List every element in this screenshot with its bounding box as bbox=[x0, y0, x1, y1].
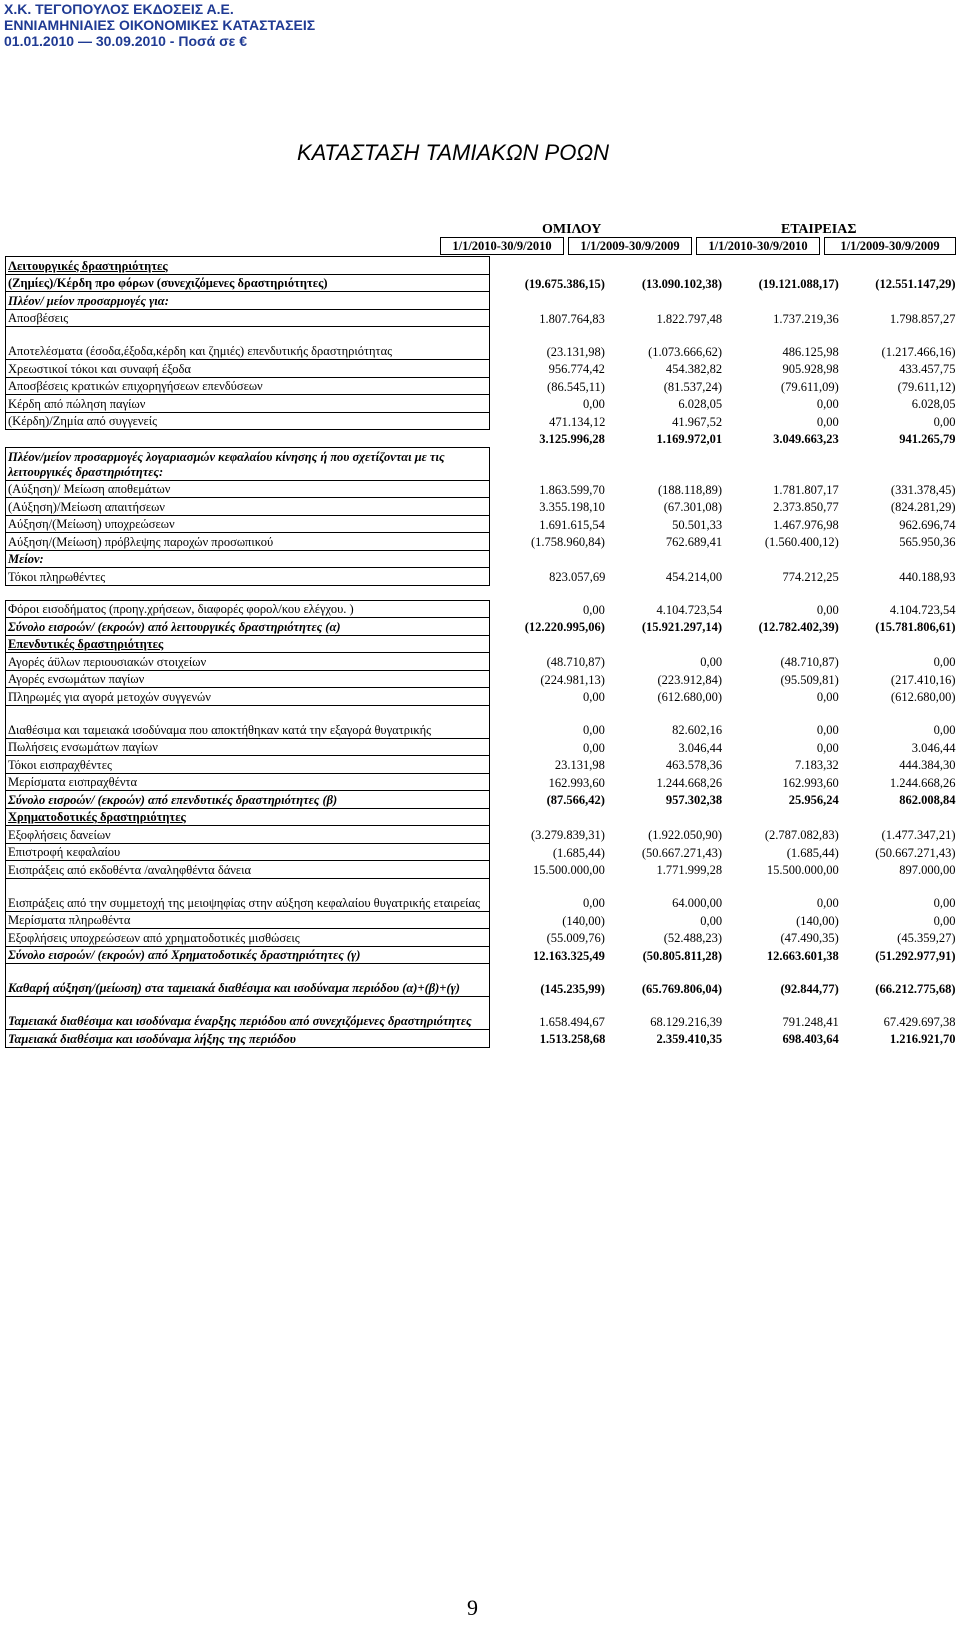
row-label: Εισπράξεις από εκδοθέντα /αναληφθέντα δάνεια bbox=[6, 861, 490, 879]
table-row bbox=[6, 515, 958, 533]
row-value: 68.129.216,39 bbox=[650, 1014, 723, 1029]
row-value: (1.073.666,62) bbox=[648, 344, 723, 359]
row-value: (15.921.297,14) bbox=[641, 620, 723, 634]
row-value: 0,00 bbox=[816, 723, 839, 737]
row-value: (66.212.775,68) bbox=[875, 981, 956, 996]
row-label: Διαθέσιμα και ταμειακά ισοδύναμα που αποκτήθηκαν κατά την εξαγορά θυγατρικής bbox=[6, 705, 490, 738]
row-value: 1.216.921,70 bbox=[889, 1032, 956, 1046]
table-row bbox=[6, 964, 958, 997]
row-value: 15.500.000,00 bbox=[533, 863, 605, 877]
table-row bbox=[6, 412, 958, 430]
row-value: 0,00 bbox=[933, 414, 956, 429]
row-value: 454.382,82 bbox=[665, 362, 723, 376]
row-value: (67.301,08) bbox=[663, 500, 723, 514]
table-row bbox=[6, 309, 958, 327]
row-label: Αγορές άϋλων περιουσιακών στοιχείων bbox=[6, 653, 490, 671]
page-title: ΚΑΤΑΣΤΑΣΗ ΤΑΜΙΑΚΩΝ ΡΟΩΝ bbox=[297, 140, 609, 165]
row-value: 0,00 bbox=[816, 414, 839, 429]
row-value: 162.993,60 bbox=[782, 775, 839, 790]
row-value: 0,00 bbox=[583, 397, 605, 411]
table-row bbox=[6, 878, 958, 911]
row-label: Σύνολο εισροών/ (εκροών) από επενδυτικές δραστηριότητες (β) bbox=[6, 791, 490, 809]
row-value: 486.125,98 bbox=[782, 344, 839, 359]
row-value: 1.737.219,36 bbox=[773, 311, 839, 326]
table-row bbox=[6, 292, 958, 310]
row-label: Μερίσματα πληρωθέντα bbox=[6, 911, 490, 929]
table-row bbox=[6, 618, 958, 636]
period-header: 1/1/2009-30/9/2009 bbox=[824, 237, 956, 255]
row-label: Κέρδη από πώληση παγίων bbox=[6, 395, 490, 413]
table-row bbox=[6, 377, 958, 395]
row-value: 3.355.198,10 bbox=[539, 500, 605, 514]
row-value bbox=[841, 550, 958, 568]
row-value: 64.000,00 bbox=[672, 896, 723, 910]
row-value: 1.781.807,17 bbox=[773, 482, 839, 497]
row-value: (48.710,87) bbox=[780, 655, 839, 669]
row-value bbox=[607, 808, 724, 826]
row-value: 1.863.599,70 bbox=[539, 482, 605, 497]
row-value: (188.118,89) bbox=[657, 482, 723, 497]
row-value: 12.163.325,49 bbox=[533, 948, 605, 963]
table-row bbox=[6, 327, 958, 360]
table-row bbox=[6, 498, 958, 516]
row-label: Σύνολο εισροών/ (εκροών) από λειτουργικές δραστηριότητες (α) bbox=[6, 618, 490, 636]
row-value bbox=[607, 447, 724, 480]
row-value: 6.028,05 bbox=[911, 397, 956, 411]
row-label bbox=[6, 585, 490, 600]
row-value bbox=[724, 808, 841, 826]
row-value: 23.131,98 bbox=[554, 758, 605, 772]
row-value bbox=[607, 292, 724, 310]
row-value: 1.467.976,98 bbox=[773, 517, 839, 532]
table-row bbox=[6, 447, 958, 480]
row-value: (3.279.839,31) bbox=[530, 828, 605, 842]
table-row bbox=[6, 929, 958, 947]
table-row bbox=[6, 705, 958, 738]
row-value: (51.292.977,91) bbox=[875, 948, 956, 963]
row-value: 50.501,33 bbox=[672, 517, 723, 532]
row-value bbox=[607, 550, 724, 568]
row-value: (1.560.400,12) bbox=[764, 535, 839, 549]
row-value: 823.057,69 bbox=[549, 570, 606, 584]
row-value: 444.384,30 bbox=[899, 758, 956, 772]
row-value: 905.928,98 bbox=[782, 362, 839, 376]
table-row bbox=[6, 670, 958, 688]
row-value: 1.513.258,68 bbox=[539, 1032, 606, 1046]
row-label: Χρεωστικοί τόκοι και συναφή έξοδα bbox=[6, 360, 490, 378]
row-value: (140,00) bbox=[562, 913, 605, 928]
row-label: Εξοφλήσεις υποχρεώσεων από χρηματοδοτικές μισθώσεις bbox=[6, 929, 490, 947]
row-label: Αύξηση/(Μείωση) υποχρεώσεων bbox=[6, 515, 490, 533]
row-label: Επιστροφή κεφαλαίου bbox=[6, 843, 490, 861]
table-row bbox=[6, 533, 958, 551]
table-row bbox=[6, 738, 958, 756]
row-value bbox=[607, 257, 724, 275]
row-value bbox=[607, 635, 724, 653]
row-value: 0,00 bbox=[583, 896, 605, 910]
row-value: 956.774,42 bbox=[548, 362, 605, 376]
row-value: (224.981,13) bbox=[540, 672, 605, 687]
table-row bbox=[6, 653, 958, 671]
row-value: (15.781.806,61) bbox=[875, 620, 956, 634]
row-value: 941.265,79 bbox=[899, 432, 956, 446]
row-value: 0,00 bbox=[816, 397, 839, 411]
row-label: Πλέον/ μείον προσαρμογές για: bbox=[6, 292, 490, 310]
row-value: (50.667.271,43) bbox=[641, 845, 723, 860]
row-value: (331.378,45) bbox=[890, 482, 956, 497]
row-value: 0,00 bbox=[816, 602, 839, 617]
row-value bbox=[490, 292, 608, 310]
row-value bbox=[724, 257, 841, 275]
row-value: (87.566,42) bbox=[546, 793, 605, 807]
row-value: (1.217.466,16) bbox=[881, 344, 956, 359]
row-value: 82.602,16 bbox=[672, 723, 723, 737]
row-value: 2.373.850,77 bbox=[773, 500, 839, 514]
report-period: 01.01.2010 — 30.09.2010 - Ποσά σε € bbox=[4, 33, 247, 49]
table-row bbox=[6, 826, 958, 844]
row-value: 1.244.668,26 bbox=[889, 775, 956, 790]
row-value: (65.769.806,04) bbox=[641, 981, 723, 996]
table-row bbox=[6, 911, 958, 929]
row-value bbox=[724, 585, 841, 600]
row-value bbox=[724, 447, 841, 480]
cash-flow-table bbox=[5, 256, 958, 1048]
group-column-header: ΟΜΙΛΟΥ bbox=[542, 222, 602, 237]
row-value: 25.956,24 bbox=[788, 793, 839, 807]
row-label: Τόκοι εισπραχθέντες bbox=[6, 756, 490, 774]
row-value: 1.771.999,28 bbox=[656, 863, 723, 877]
table-row bbox=[6, 997, 958, 1030]
table-row bbox=[6, 480, 958, 498]
row-label: (Αύξηση)/Μείωση απαιτήσεων bbox=[6, 498, 490, 516]
page-number: 9 bbox=[467, 1595, 478, 1620]
report-type: ΕΝΝΙΑΜΗΝΙΑΙΕΣ ΟΙΚΟΝΟΜΙΚΕΣ ΚΑΤΑΣΤΑΣΕΙΣ bbox=[4, 17, 316, 33]
period-header: 1/1/2010-30/9/2010 bbox=[696, 237, 820, 255]
period-header: 1/1/2010-30/9/2010 bbox=[440, 237, 564, 255]
row-value bbox=[724, 635, 841, 653]
row-value: (19.121.088,17) bbox=[758, 276, 839, 291]
row-value: 41.967,52 bbox=[672, 414, 723, 429]
row-value: 1.691.615,54 bbox=[539, 517, 605, 532]
row-value: 162.993,60 bbox=[548, 775, 605, 790]
row-value bbox=[841, 292, 958, 310]
row-value: 3.046,44 bbox=[678, 740, 723, 755]
row-value: (612.680,00) bbox=[890, 690, 956, 704]
row-value: 0,00 bbox=[583, 723, 605, 737]
row-label: Καθαρή αύξηση/(μείωση) στα ταμειακά διαθέσιμα και ισοδύναμα περιόδου (α)+(β)+(γ) bbox=[6, 964, 490, 997]
row-value bbox=[607, 585, 724, 600]
row-value: 12.663.601,38 bbox=[766, 948, 839, 963]
row-value: (217.410,16) bbox=[890, 672, 956, 687]
row-value: (55.009,76) bbox=[546, 931, 605, 945]
row-label: Αγορές ενσωμάτων παγίων bbox=[6, 670, 490, 688]
company-column-header: ΕΤΑΙΡΕΙΑΣ bbox=[781, 222, 857, 237]
row-value: 2.359.410,35 bbox=[656, 1032, 723, 1046]
row-value: (223.912,84) bbox=[657, 672, 723, 687]
table-row bbox=[6, 568, 958, 586]
row-label: Ταμειακά διαθέσιμα και ισοδύναμα λήξης της περιόδου bbox=[6, 1030, 490, 1048]
row-label: Αποσβέσεις κρατικών επιχορηγήσεων επενδύσεων bbox=[6, 377, 490, 395]
table-row bbox=[6, 585, 958, 600]
row-value bbox=[841, 585, 958, 600]
row-value bbox=[724, 292, 841, 310]
row-value: 3.049.663,23 bbox=[773, 432, 839, 446]
row-value: (81.537,24) bbox=[663, 379, 723, 394]
row-value: (12.782.402,39) bbox=[758, 620, 839, 634]
row-value: (612.680,00) bbox=[657, 690, 723, 704]
row-label: Εξοφλήσεις δανείων bbox=[6, 826, 490, 844]
row-value: 1.244.668,26 bbox=[656, 775, 723, 790]
row-value: 0,00 bbox=[933, 896, 956, 910]
row-value: (48.710,87) bbox=[546, 655, 605, 669]
row-value: 862.008,84 bbox=[899, 793, 956, 807]
row-value: 4.104.723,54 bbox=[656, 602, 723, 617]
row-value: 0,00 bbox=[933, 723, 956, 737]
row-value: (1.685,44) bbox=[786, 845, 839, 860]
row-label: Μερίσματα εισπραχθέντα bbox=[6, 773, 490, 791]
row-value: (50.805.811,28) bbox=[642, 948, 723, 963]
row-value: (13.090.102,38) bbox=[641, 276, 723, 291]
row-value: 471.134,12 bbox=[549, 414, 606, 429]
row-value: (12.220.995,06) bbox=[524, 620, 605, 634]
period-headers bbox=[440, 237, 960, 255]
row-label: Πλέον/μείον προσαρμογές λογαριασμών κεφαλαίου κίνησης ή που σχετίζονται με τις λειτουργικές δραστηριότητες: bbox=[6, 447, 490, 480]
table-row bbox=[6, 360, 958, 378]
row-label: Χρηματοδοτικές δραστηριότητες bbox=[6, 808, 490, 826]
table-row bbox=[6, 274, 958, 292]
row-value: 3.125.996,28 bbox=[539, 432, 605, 446]
row-value: 1.807.764,83 bbox=[539, 311, 605, 326]
row-value: 0,00 bbox=[933, 913, 956, 928]
row-value: 0,00 bbox=[816, 740, 839, 755]
row-value bbox=[490, 635, 608, 653]
table-row bbox=[6, 843, 958, 861]
table-row bbox=[6, 808, 958, 826]
row-value: (2.787.082,83) bbox=[764, 828, 839, 842]
row-value: (19.675.386,15) bbox=[524, 276, 605, 291]
row-value bbox=[841, 257, 958, 275]
table-row bbox=[6, 861, 958, 879]
row-value: 0,00 bbox=[933, 655, 956, 669]
row-value: (1.922.050,90) bbox=[648, 828, 723, 842]
row-value bbox=[490, 808, 608, 826]
row-value bbox=[490, 550, 608, 568]
table-row bbox=[6, 756, 958, 774]
row-value: 440.188,93 bbox=[899, 570, 956, 584]
row-value: 7.183,32 bbox=[795, 758, 839, 772]
row-value: (52.488,23) bbox=[663, 931, 723, 945]
row-value: (95.509,81) bbox=[780, 672, 839, 687]
row-value bbox=[841, 635, 958, 653]
row-value: 897.000,00 bbox=[899, 863, 956, 877]
period-header: 1/1/2009-30/9/2009 bbox=[568, 237, 692, 255]
row-value: (79.611,09) bbox=[780, 379, 839, 394]
row-value: 1.169.972,01 bbox=[656, 432, 723, 446]
row-value bbox=[841, 808, 958, 826]
table-row bbox=[6, 773, 958, 791]
row-label: Λειτουργικές δραστηριότητες bbox=[6, 257, 490, 275]
row-label: Μείον: bbox=[6, 550, 490, 568]
table-row bbox=[6, 430, 958, 448]
row-label: Αύξηση/(Μείωση) πρόβλεψης παροχών προσωπικού bbox=[6, 533, 490, 551]
row-label: Εισπράξεις από την συμμετοχή της μειοψηφίας στην αύξηση κεφαλαίου θυγατρικής εταιρείας bbox=[6, 878, 490, 911]
row-value bbox=[724, 550, 841, 568]
row-value: 454.214,00 bbox=[665, 570, 723, 584]
table-row bbox=[6, 395, 958, 413]
row-value: 1.822.797,48 bbox=[656, 311, 723, 326]
row-value: 0,00 bbox=[816, 690, 839, 704]
row-label: Πληρωμές για αγορά μετοχών συγγενών bbox=[6, 688, 490, 706]
row-value: (79.611,12) bbox=[897, 379, 956, 394]
row-value: (86.545,11) bbox=[547, 379, 605, 394]
table-row bbox=[6, 791, 958, 809]
table-row bbox=[6, 635, 958, 653]
row-value: (23.131,98) bbox=[546, 344, 605, 359]
row-label: (Αύξηση)/ Μείωση αποθεμάτων bbox=[6, 480, 490, 498]
row-label: (Ζημίες)/Κέρδη προ φόρων (συνεχιζόμενες δραστηριότητες) bbox=[6, 274, 490, 292]
row-label: Ταμειακά διαθέσιμα και ισοδύναμα έναρξης περιόδου από συνεχιζόμενες δραστηριότητες bbox=[6, 997, 490, 1030]
table-row bbox=[6, 257, 958, 275]
row-value: (145.235,99) bbox=[540, 981, 605, 996]
row-value: 1.798.857,27 bbox=[889, 311, 956, 326]
row-value: 67.429.697,38 bbox=[883, 1014, 956, 1029]
row-label: Σύνολο εισροών/ (εκροών) από Χρηματοδοτικές δραστηριότητες (γ) bbox=[6, 946, 490, 964]
row-label: (Κέρδη)/Ζημία από συγγενείς bbox=[6, 412, 490, 430]
row-value: (1.758.960,84) bbox=[530, 535, 605, 549]
row-value: (12.551.147,29) bbox=[875, 276, 956, 291]
row-value: (1.477.347,21) bbox=[881, 828, 956, 842]
row-label: Φόροι εισοδήματος (προηγ.χρήσεων, διαφορές φορολ/κου ελέγχου. ) bbox=[6, 600, 490, 618]
row-value: 962.696,74 bbox=[899, 517, 956, 532]
row-label: Αποσβέσεις bbox=[6, 309, 490, 327]
row-value bbox=[490, 257, 608, 275]
row-label: Αποτελέσματα (έσοδα,έξοδα,κέρδη και ζημιές) επενδυτικής δραστηριότητας bbox=[6, 327, 490, 360]
row-value: 433.457,75 bbox=[899, 362, 956, 376]
table-row bbox=[6, 1030, 958, 1048]
row-value: 4.104.723,54 bbox=[889, 602, 956, 617]
row-value: 1.658.494,67 bbox=[539, 1014, 605, 1029]
table-row bbox=[6, 600, 958, 618]
row-value: 15.500.000,00 bbox=[766, 863, 839, 877]
row-value: (50.667.271,43) bbox=[875, 845, 956, 860]
row-value: (45.359,27) bbox=[897, 931, 956, 945]
row-value: (92.844,77) bbox=[780, 981, 839, 996]
row-value: 0,00 bbox=[583, 740, 605, 755]
row-value: (140,00) bbox=[796, 913, 839, 928]
row-value: (824.281,29) bbox=[890, 500, 956, 514]
table-row bbox=[6, 688, 958, 706]
row-value: 957.302,38 bbox=[665, 793, 723, 807]
row-label bbox=[6, 430, 490, 448]
table-row bbox=[6, 550, 958, 568]
row-value: (1.685,44) bbox=[552, 845, 605, 860]
row-value: 698.403,64 bbox=[782, 1032, 839, 1046]
company-name: Χ.Κ. ΤΕΓΟΠΟΥΛΟΣ ΕΚΔΟΣΕΙΣ Α.Ε. bbox=[4, 1, 234, 17]
row-value: 0,00 bbox=[700, 655, 723, 669]
row-value: (47.490,35) bbox=[780, 931, 839, 945]
row-value: 0,00 bbox=[583, 690, 605, 704]
table-row bbox=[6, 946, 958, 964]
row-label: Επενδυτικές δραστηριότητες bbox=[6, 635, 490, 653]
row-value: 3.046,44 bbox=[911, 740, 956, 755]
row-value bbox=[490, 585, 608, 600]
row-value: 0,00 bbox=[700, 913, 723, 928]
row-value bbox=[490, 447, 608, 480]
row-value: 0,00 bbox=[816, 896, 839, 910]
row-value: 0,00 bbox=[583, 602, 605, 617]
row-value: 6.028,05 bbox=[678, 397, 723, 411]
row-value: 791.248,41 bbox=[782, 1014, 839, 1029]
row-label: Πωλήσεις ενσωμάτων παγίων bbox=[6, 738, 490, 756]
row-value: 774.212,25 bbox=[782, 570, 839, 584]
row-value bbox=[841, 447, 958, 480]
row-value: 565.950,36 bbox=[899, 535, 956, 549]
row-value: 463.578,36 bbox=[665, 758, 723, 772]
row-label: Τόκοι πληρωθέντες bbox=[6, 568, 490, 586]
row-value: 762.689,41 bbox=[665, 535, 723, 549]
